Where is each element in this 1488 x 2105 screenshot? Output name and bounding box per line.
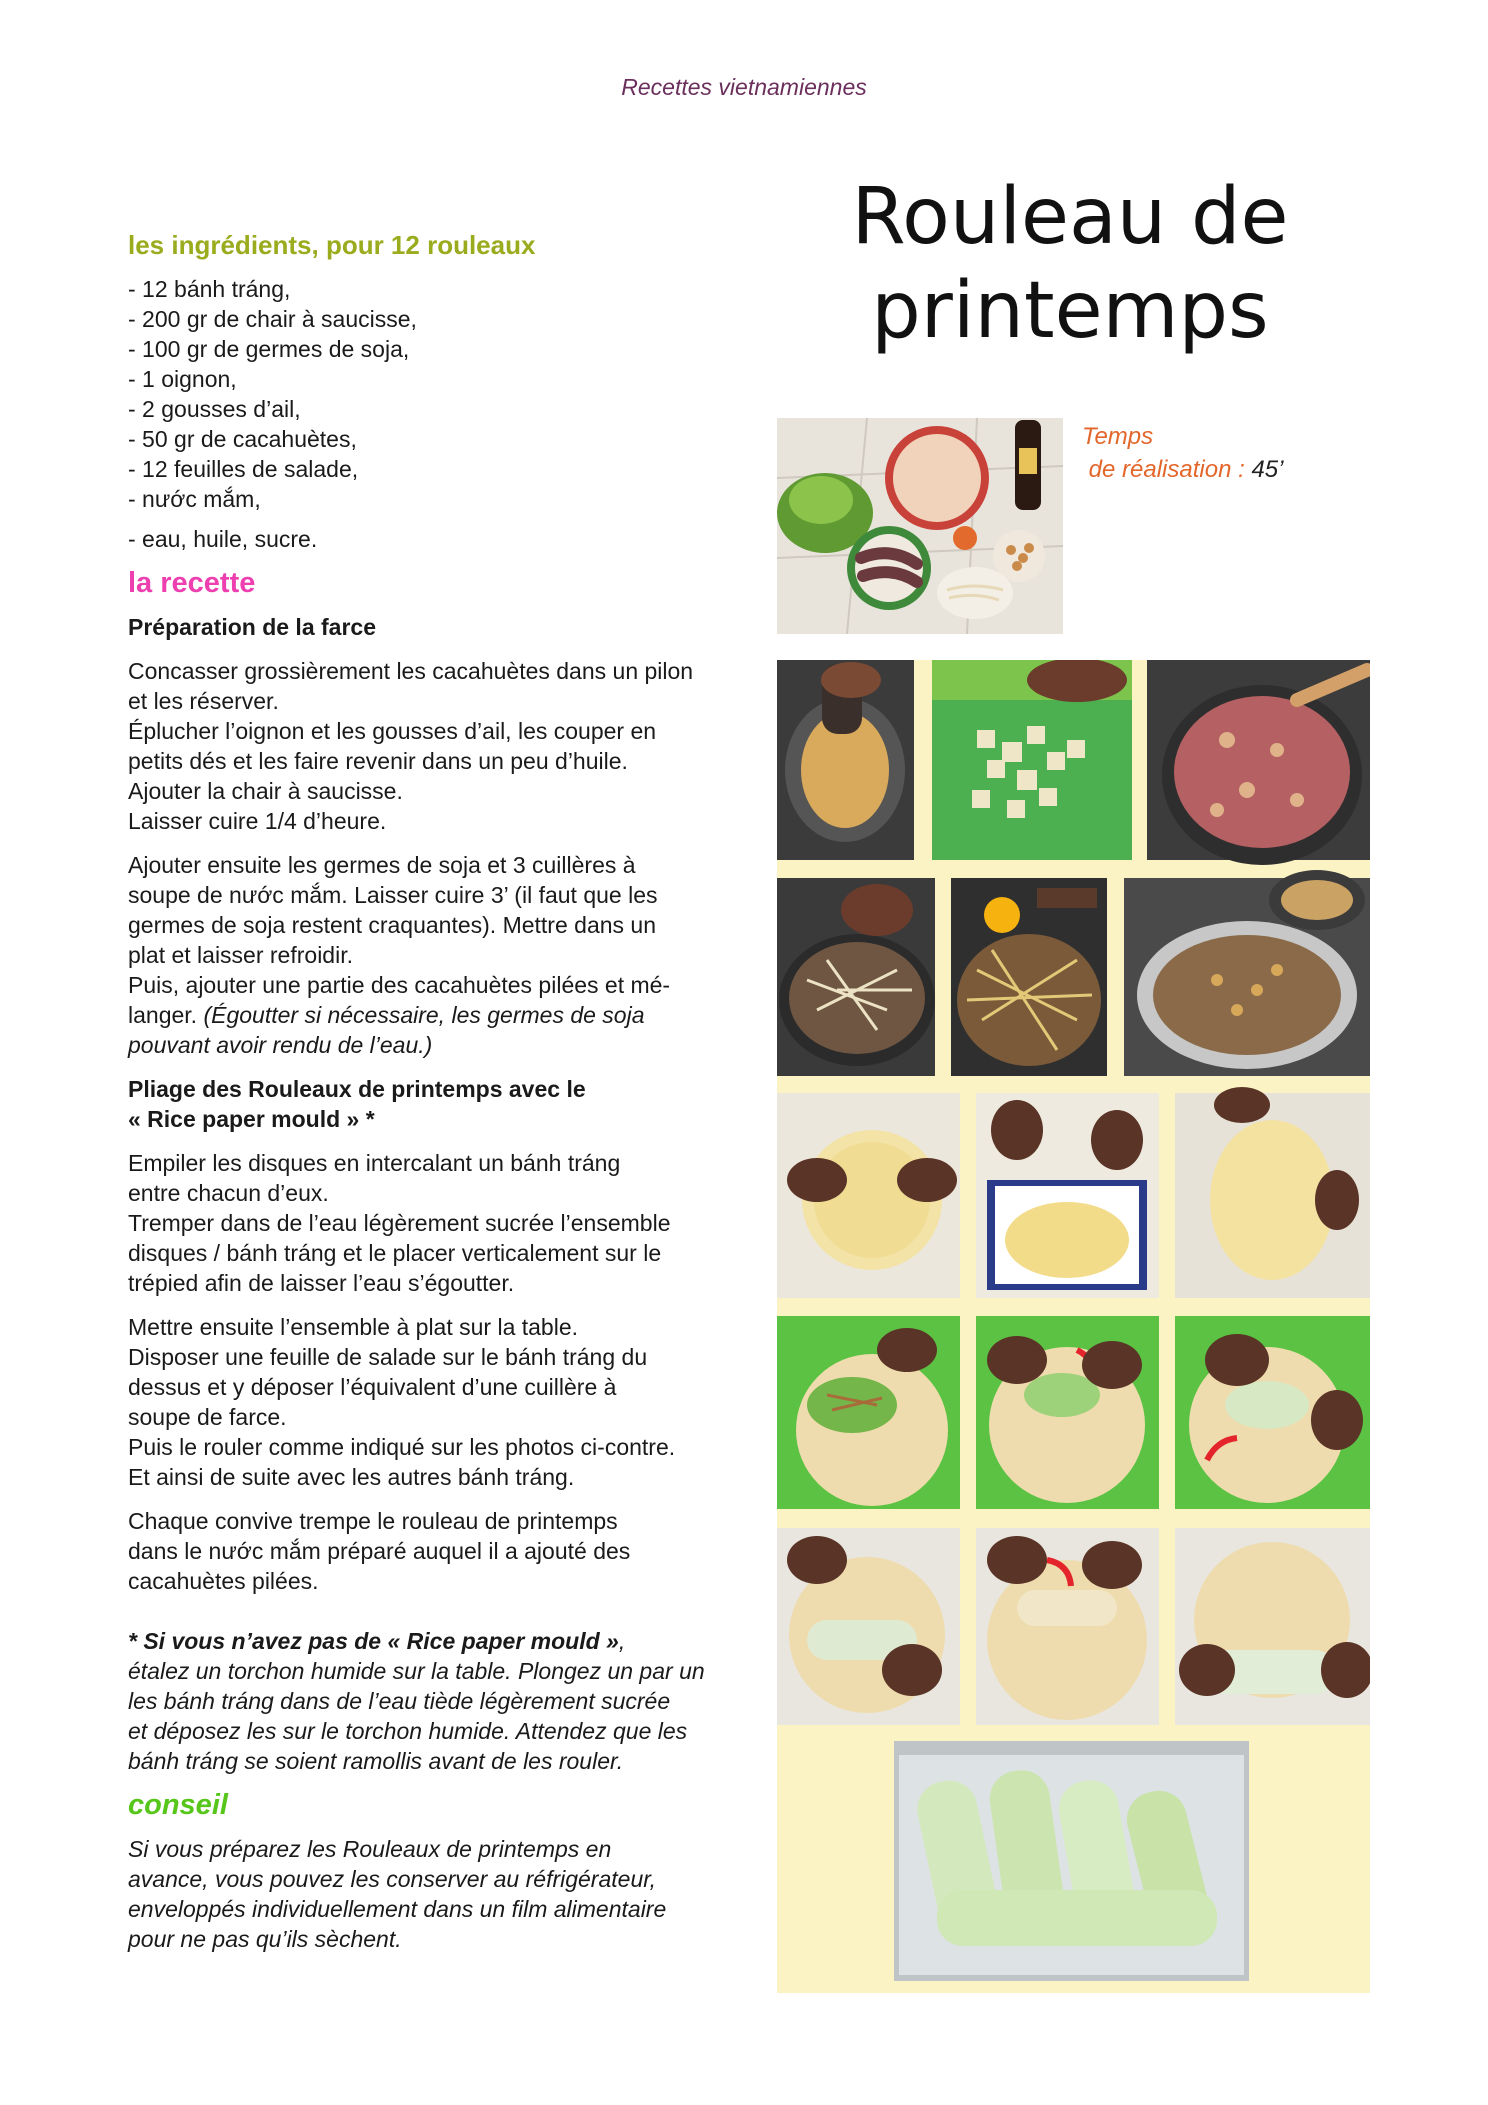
photo-soaking-discs bbox=[976, 1093, 1159, 1298]
preparation-time bbox=[1082, 420, 1342, 486]
recipe-title bbox=[780, 170, 1360, 358]
ingredient-extra: - eau, huile, sucre. bbox=[128, 526, 318, 552]
photo-frying-meat bbox=[1147, 660, 1370, 865]
photo-rolling-finish bbox=[1175, 1528, 1370, 1725]
photo-crushing-peanuts bbox=[777, 660, 914, 860]
prep-paragraph-1: Concasser grossièrement les cacahuètes dans un pilon et les réserver. Éplucher l’oignon et les gousses d’ail, les couper en petits dés et les faire revenir dans un peu d’huile. Ajouter la chair à saucisse. Laisser cuire 1/4 d’heure. bbox=[128, 658, 694, 834]
ingredient-item: - 1 oignon, bbox=[128, 366, 237, 392]
ingredient-item: - 200 gr de chair à saucisse, bbox=[128, 306, 417, 332]
photo-folding-top bbox=[976, 1528, 1159, 1725]
photo-folding-sides bbox=[976, 1316, 1159, 1509]
photo-draining-discs bbox=[1175, 1087, 1370, 1298]
mould-note: * Si vous n’avez pas de « Rice paper mould », étalez un torchon humide sur la table. Plongez un par un les bánh tráng dans de l’eau tiède légèrement sucrée et déposez les sur le torchon humide. Attendez que les bánh tráng se soient ramollis avant de les rouler. bbox=[128, 1628, 705, 1774]
photo-rolling-middle bbox=[777, 1528, 960, 1725]
photo-diced-onion bbox=[932, 660, 1132, 860]
time-label-2: de réalisation : bbox=[1088, 456, 1245, 483]
photo-finished-rolls bbox=[894, 1741, 1249, 1981]
title-line-2: printemps bbox=[871, 266, 1269, 356]
time-value: 45’ bbox=[1251, 456, 1284, 483]
advice-heading: conseil bbox=[128, 1789, 228, 1821]
photo-adding-sauce bbox=[951, 878, 1107, 1076]
photo-lettuce-on-wrapper bbox=[777, 1316, 960, 1509]
prep-paragraph-2: Ajouter ensuite les germes de soja et 3 cuillères à soupe de nước mắm. Laisser cuire 3’ (il faut que les germes de soja restent craquantes). Mettre dans un plat et laisser refroidir. Puis, ajouter une partie des cacahuètes pilées et mé- langer. (Égoutter si nécessaire, les germes de soja pouvant avoir rendu de l’eau.) bbox=[128, 852, 671, 1058]
photo-adding-sprouts bbox=[777, 878, 935, 1076]
ingredient-item: - 50 gr de cacahuètes, bbox=[128, 426, 357, 452]
ingredient-item: - 12 bánh tráng, bbox=[128, 276, 291, 302]
ingredient-item: - 12 feuilles de salade, bbox=[128, 456, 359, 482]
ingredients-heading: les ingrédients, pour 12 rouleaux bbox=[128, 230, 536, 260]
running-head: Recettes vietnamiennes bbox=[621, 74, 867, 100]
ingredient-item: - nước mắm, bbox=[128, 486, 261, 512]
recipe-heading: la recette bbox=[128, 567, 256, 599]
fold-paragraph-1: Empiler les disques en intercalant un bánh tráng entre chacun d’eux. Tremper dans de l’eau légèrement sucrée l’ensemble disques / bánh tráng et le placer verticalement sur le trépied afin de laisser l’eau s’égoutter. bbox=[128, 1150, 671, 1296]
photo-mixing-peanuts bbox=[1124, 870, 1370, 1076]
fold-paragraph-3: Chaque convive trempe le rouleau de printemps dans le nước mắm préparé auquel il a ajouté des cacahuètes pilées. bbox=[128, 1508, 631, 1594]
title-line-1: Rouleau de bbox=[851, 172, 1289, 262]
left-column bbox=[128, 230, 718, 1968]
photo-stacking-discs bbox=[777, 1093, 960, 1298]
fold-heading: Pliage des Rouleaux de printemps avec le « Rice paper mould » * bbox=[128, 1076, 586, 1132]
ingredients-list bbox=[128, 274, 718, 514]
time-label-1: Temps bbox=[1082, 423, 1154, 450]
step-photo-panel bbox=[777, 660, 1370, 1993]
advice-paragraph: Si vous préparez les Rouleaux de printemps en avance, vous pouvez les conserver au réfrigérateur, enveloppés individuellement dans un film alimentaire pour ne pas qu’ils sèchent. bbox=[128, 1836, 667, 1952]
ingredient-item: - 2 gousses d’ail, bbox=[128, 396, 301, 422]
fold-paragraph-2: Mettre ensuite l’ensemble à plat sur la table. Disposer une feuille de salade sur le bánh tráng du dessus et y déposer l’équivalent d’une cuillère à soupe de farce. Puis le rouler comme indiqué sur les photos ci-contre. Et ainsi de suite avec les autres bánh tráng. bbox=[128, 1314, 676, 1490]
prep-heading: Préparation de la farce bbox=[128, 614, 376, 640]
ingredient-item: - 100 gr de germes de soja, bbox=[128, 336, 410, 362]
ingredients-photo bbox=[777, 418, 1063, 634]
photo-rolling-start bbox=[1175, 1316, 1370, 1509]
